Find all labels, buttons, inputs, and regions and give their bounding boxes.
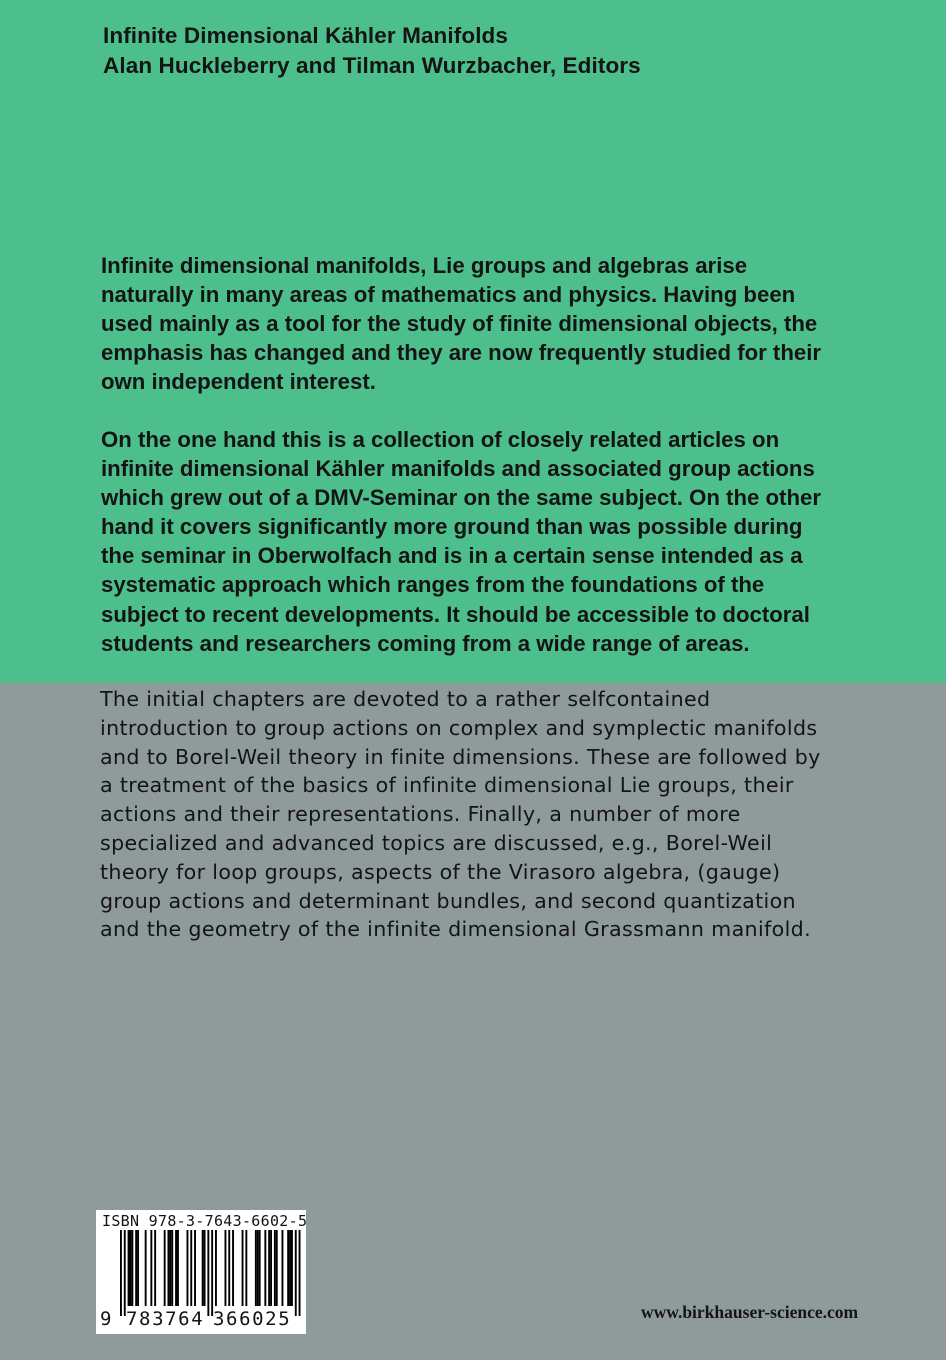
text-line: specialized and advanced topics are discussed, e.g., Borel-Weil (100, 830, 773, 855)
barcode-bar (276, 1230, 278, 1306)
text-line: and the geometry of the infinite dimensional Grassmann manifold. (100, 917, 811, 942)
text-line: introduction to group actions on complex and symplectic manifolds (100, 715, 818, 740)
barcode-bar (270, 1230, 272, 1306)
barcode-lead-digit: 9 (100, 1308, 112, 1330)
description-paragraph-2 (101, 425, 821, 658)
barcode-bar (124, 1230, 126, 1316)
barcode-right-digits: 366025 (213, 1308, 292, 1330)
barcode-bar (137, 1230, 139, 1306)
barcode-bar (128, 1230, 130, 1306)
text-line: infinite dimensional Kähler manifolds and associated group actions (101, 456, 815, 482)
isbn-label: ISBN 978-3-7643-6602-5 (102, 1212, 308, 1230)
barcode-bar (225, 1230, 227, 1306)
barcode-bar (289, 1230, 291, 1306)
text-line: group actions and determinant bundles, and second quantization (100, 888, 796, 913)
barcode-bar (177, 1230, 179, 1306)
text-line: own independent interest. (101, 369, 376, 395)
text-line: emphasis has changed and they are now frequently studied for their (101, 340, 822, 366)
barcode-bar (232, 1230, 234, 1306)
barcode-bar (164, 1230, 166, 1306)
description-paragraph-1 (101, 251, 821, 396)
barcode-bar (268, 1230, 270, 1306)
text-line: Infinite dimensional manifolds, Lie groups and algebras arise (101, 253, 748, 278)
barcode-bar (245, 1230, 247, 1306)
barcode-bar (194, 1230, 196, 1306)
barcode-bar (204, 1230, 206, 1306)
book-editors: Alan Huckleberry and Tilman Wurzbacher, Editors (103, 53, 641, 78)
text-line: subject to recent developments. It should be accessible to doctoral (101, 601, 810, 627)
text-line: a treatment of the basics of infinite dimensional Lie groups, their (100, 773, 794, 798)
text-line: systematic approach which ranges from the foundations of the (101, 572, 765, 598)
barcode-bar (257, 1230, 259, 1306)
book-header (103, 21, 641, 81)
barcode-bar (171, 1230, 173, 1306)
barcode-bar (259, 1230, 261, 1306)
barcode-bar (187, 1230, 189, 1306)
barcode-bar (131, 1230, 133, 1306)
barcode-bar (264, 1230, 266, 1306)
barcode-bar (211, 1230, 213, 1316)
text-line: students and researchers coming from a wide range of areas. (101, 630, 750, 656)
barcode-bar (150, 1230, 152, 1306)
text-line: actions and their representations. Finally, a number of more (100, 802, 741, 827)
text-line: and to Borel-Weil theory in finite dimensions. These are followed by (100, 744, 821, 769)
barcode-bar (175, 1230, 177, 1306)
publisher-url: www.birkhauser-science.com (641, 1302, 859, 1322)
barcode-bar (295, 1230, 297, 1316)
barcode-bar (255, 1230, 257, 1306)
barcode-bar (242, 1230, 244, 1306)
barcode-bar (120, 1230, 122, 1316)
description-paragraph-3 (100, 685, 821, 944)
barcode-bar (190, 1230, 192, 1306)
text-line: naturally in many areas of mathematics and physics. Having been (101, 282, 796, 308)
barcode-bar (287, 1230, 289, 1306)
isbn-barcode (96, 1210, 306, 1334)
text-line: theory for loop groups, aspects of the Virasoro algebra, (gauge) (100, 859, 781, 884)
barcode-bar (215, 1230, 217, 1306)
barcode-bar (282, 1230, 284, 1306)
text-line: hand it covers significantly more ground than was possible during (101, 514, 803, 540)
barcode-bar (202, 1230, 204, 1306)
book-title: Infinite Dimensional Kähler Manifolds (103, 23, 508, 48)
text-line: the seminar in Oberwolfach and is in a certain sense intended as a (101, 543, 803, 569)
text-line: The initial chapters are devoted to a rather selfcontained (100, 687, 711, 711)
text-line: which grew out of a DMV-Seminar on the same subject. On the other (101, 485, 821, 511)
barcode-bar (145, 1230, 147, 1306)
barcode-bar (130, 1230, 132, 1306)
barcode-bar (228, 1230, 230, 1306)
barcode-bar (299, 1230, 301, 1316)
barcode-bar (274, 1230, 276, 1306)
barcode-left-digits: 783764 (126, 1308, 205, 1330)
barcode-bar (168, 1230, 170, 1306)
barcode-bar (207, 1230, 209, 1316)
barcode-bar (169, 1230, 171, 1306)
text-line: used mainly as a tool for the study of finite dimensional objects, the (101, 311, 818, 337)
barcode-bar (154, 1230, 156, 1306)
barcode-bar (291, 1230, 293, 1306)
text-line: On the one hand this is a collection of closely related articles on (101, 427, 780, 452)
barcode-bar (135, 1230, 137, 1306)
